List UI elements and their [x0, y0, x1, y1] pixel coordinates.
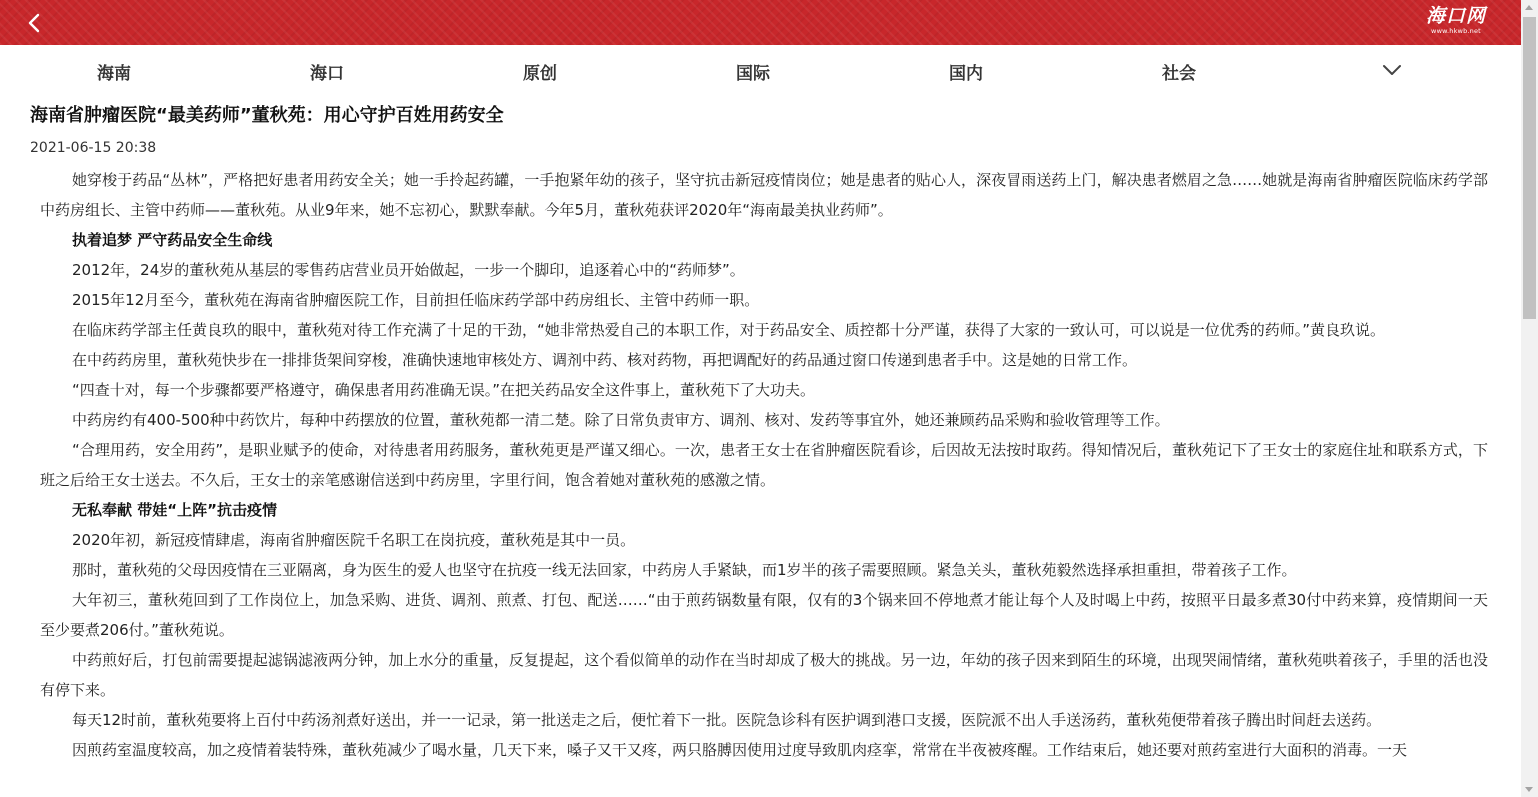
nav-more-button[interactable] — [1380, 61, 1404, 79]
article-paragraph: 在临床药学部主任黄良玖的眼中，董秋苑对待工作充满了十足的干劲，“她非常热爱自己的本职工作，对于药品安全、质控都十分严谨，获得了大家的一致认可，可以说是一位优秀的药师。”黄良玖说。 — [72, 321, 1386, 339]
section-subheading: 无私奉献 带娃“上阵”抗击疫情 — [72, 501, 277, 519]
scroll-up-arrow-icon[interactable] — [1525, 5, 1533, 10]
top-header-bar — [0, 0, 1521, 45]
article-paragraph: 2015年12月至今，董秋苑在海南省肿瘤医院工作，目前担任临床药学部中药房组长、主管中药师一职。 — [72, 291, 760, 309]
article-paragraph: 每天12时前，董秋苑要将上百付中药汤剂煮好送出，并一一记录，第一批送走之后，便忙着下一批。医院急诊科有医护调到港口支援，医院派不出人手送汤药，董秋苑便带着孩子腾出时间赶去送药。 — [72, 711, 1382, 729]
chevron-left-icon — [22, 10, 48, 36]
channel-nav — [0, 45, 1521, 95]
article-paragraph: “四查十对，每一个步骤都要严格遵守，确保患者用药准确无误。”在把关药品安全这件事上，董秋苑下了大功夫。 — [72, 381, 816, 399]
nav-item-domestic[interactable]: 国内 — [949, 64, 983, 84]
chevron-down-icon — [1380, 61, 1404, 79]
article-paragraph: 那时，董秋苑的父母因疫情在三亚隔离，身为医生的爱人也坚守在抗疫一线无法回家，中药房人手紧缺，而1岁半的孩子需要照顾。紧急关头，董秋苑毅然选择承担重担，带着孩子工作。 — [72, 561, 1297, 579]
section-subheading: 执着追梦 严守药品安全生命线 — [72, 231, 273, 249]
vertical-scrollbar[interactable] — [1521, 0, 1538, 797]
article-paragraph: 2012年，24岁的董秋苑从基层的零售药店营业员开始做起，一步一个脚印，追逐着心中的“药师梦”。 — [72, 261, 745, 279]
nav-item-international[interactable]: 国际 — [736, 64, 770, 84]
article-date: 2021-06-15 20:38 — [30, 140, 157, 156]
article-body — [40, 165, 1488, 765]
nav-item-haikou[interactable]: 海口 — [310, 64, 344, 84]
article-paragraph: “合理用药，安全用药”，是职业赋予的使命，对待患者用药服务，董秋苑更是严谨又细心。一次，患者王女士在省肿瘤医院看诊，后因故无法按时取药。得知情况后，董秋苑记下了王女士的家庭住址和联系方式，下班之后给王女士送去。不久后，王女士的亲笔感谢信送到中药房里，字里行间，饱含着她对董秋苑的感激之情。 — [40, 441, 1488, 489]
scroll-down-arrow-icon[interactable] — [1525, 787, 1533, 792]
logo-url: www.hkwb.net — [1431, 27, 1481, 35]
site-logo[interactable] — [1420, 5, 1492, 41]
article-paragraph: 因煎药室温度较高，加之疫情着装特殊，董秋苑减少了喝水量，几天下来，嗓子又干又疼，两只胳膊因使用过度导致肌肉痉挛，常常在半夜被疼醒。工作结束后，她还要对煎药室进行大面积的消毒。一天 — [72, 741, 1408, 759]
nav-item-society[interactable]: 社会 — [1162, 64, 1196, 84]
article-paragraph: 在中药药房里，董秋苑快步在一排排货架间穿梭，准确快速地审核处方、调剂中药、核对药物，再把调配好的药品通过窗口传递到患者手中。这是她的日常工作。 — [72, 351, 1138, 369]
article-paragraph: 大年初三，董秋苑回到了工作岗位上，加急采购、进货、调剂、煎煮、打包、配送……“由于煎药锅数量有限，仅有的3个锅来回不停地煮才能让每个人及时喝上中药，按照平日最多煮30付中药来算，疫情期间一天至少要煮206付。”董秋苑说。 — [40, 591, 1488, 639]
article-paragraph: 中药煎好后，打包前需要提起滤锅滤液两分钟，加上水分的重量，反复提起，这个看似简单的动作在当时却成了极大的挑战。另一边，年幼的孩子因来到陌生的环境，出现哭闹情绪，董秋苑哄着孩子，手里的活也没有停下来。 — [40, 651, 1488, 699]
article-title: 海南省肿瘤医院“最美药师”董秋苑：用心守护百姓用药安全 — [30, 105, 504, 126]
nav-item-hainan[interactable]: 海南 — [97, 64, 131, 84]
article-paragraph: 中药房约有400-500种中药饮片，每种中药摆放的位置，董秋苑都一清二楚。除了日常负责审方、调剂、核对、发药等事宜外，她还兼顾药品采购和验收管理等工作。 — [72, 411, 1170, 429]
article — [30, 100, 1488, 765]
scrollbar-thumb[interactable] — [1523, 17, 1536, 319]
nav-item-original[interactable]: 原创 — [523, 64, 557, 84]
logo-text: 海口网 — [1425, 5, 1486, 27]
article-paragraph: 2020年初，新冠疫情肆虐，海南省肿瘤医院千名职工在岗抗疫，董秋苑是其中一员。 — [72, 531, 636, 549]
article-paragraph: 她穿梭于药品“丛林”，严格把好患者用药安全关；她一手拎起药罐，一手抱紧年幼的孩子，坚守抗击新冠疫情岗位；她是患者的贴心人，深夜冒雨送药上门，解决患者燃眉之急……她就是海南省肿瘤医院临床药学部中药房组长、主管中药师——董秋苑。从业9年来，她不忘初心，默默奉献。今年5月，董秋苑获评2020年“海南最美执业药师”。 — [40, 171, 1488, 219]
back-button[interactable] — [22, 10, 48, 36]
